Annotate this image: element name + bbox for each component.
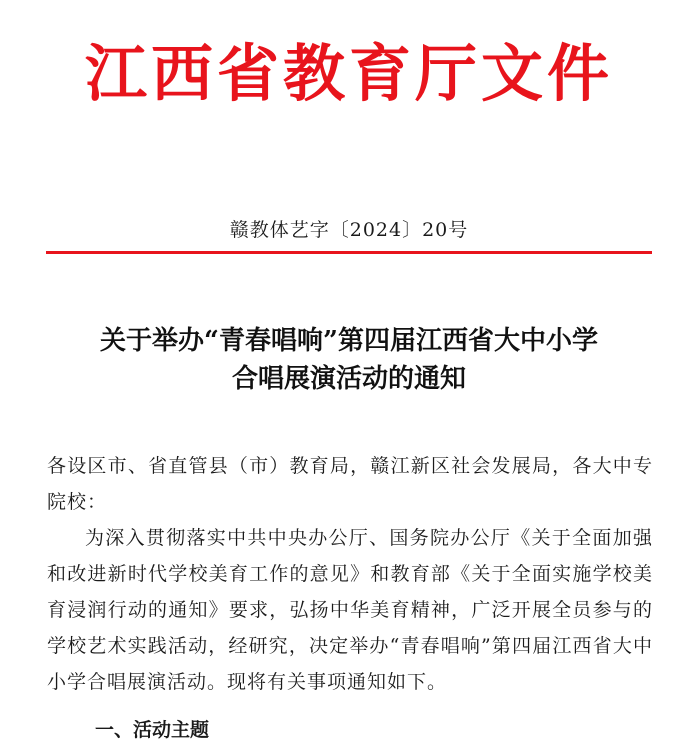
title-line-2: 合唱展演活动的通知: [231, 364, 466, 394]
document-body: [47, 448, 653, 700]
salutation: 各设区市、省直管县（市）教育局，赣江新区社会发展局，各大中专院校：: [47, 455, 653, 513]
section-heading-partial: 一、活动主题: [95, 719, 210, 741]
red-divider-line: [46, 251, 652, 254]
document-title: [40, 322, 658, 398]
document-number: 赣教体艺字〔2024〕20号: [229, 219, 469, 241]
title-line-1: 关于举办“青春唱响”第四届江西省大中小学: [100, 326, 598, 356]
paragraph-1: 为深入贯彻落实中共中央办公厅、国务院办公厅《关于全面加强和改进新时代学校美育工作的意见》和教育部《关于全面实施学校美育浸润行动的通知》要求，弘扬中华美育精神，广泛开展全员参与的学校艺术实践活动，经研究，决定举办“青春唱响”第四届江西省大中小学合唱展演活动。现将有关事项通知如下。: [47, 527, 653, 693]
agency-header: 江西省教育厅文件: [84, 37, 613, 110]
